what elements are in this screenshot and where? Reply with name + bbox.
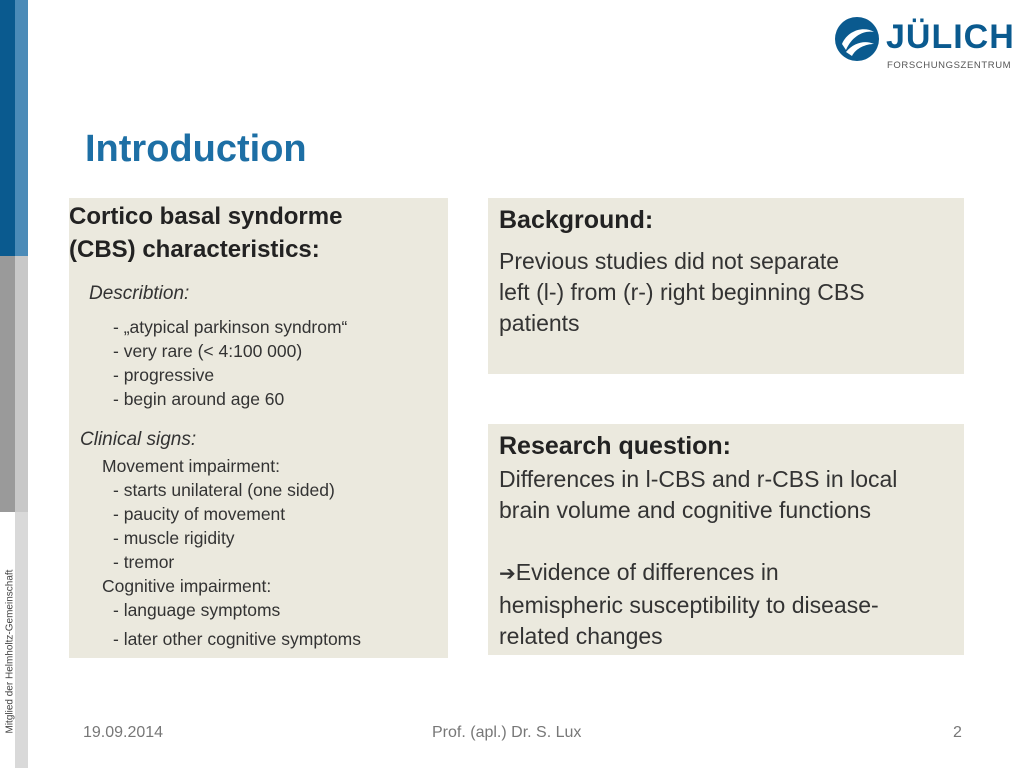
movement-item: - tremor	[113, 552, 175, 572]
movement-item: - starts unilateral (one sided)	[113, 480, 335, 500]
background-line: left (l-) from (r-) right beginning CBS	[499, 279, 865, 305]
helmholtz-label: Mitglied der Helmholtz-Gemeinschaft	[4, 569, 16, 734]
sidebar-segment-pale	[15, 512, 28, 768]
movement-item: - muscle rigidity	[113, 528, 235, 548]
evidence-text	[499, 557, 879, 652]
research-heading: Research question:	[499, 432, 732, 460]
movement-item: - paucity of movement	[113, 504, 286, 524]
description-label: Describtion:	[89, 283, 190, 304]
background-line: Previous studies did not separate	[499, 248, 840, 274]
cbs-heading-line2: (CBS) characteristics:	[69, 236, 320, 263]
description-item: - begin around age 60	[113, 389, 285, 409]
description-item: - „atypical parkinson syndrom“	[113, 317, 348, 337]
sidebar-segment-gray	[0, 256, 15, 512]
research-line: Differences in l-CBS and r-CBS in local	[499, 466, 898, 492]
cbs-heading-line1: Cortico basal syndorme	[69, 203, 343, 230]
cognitive-item: - later other cognitive symptoms	[113, 629, 362, 649]
page-title: Introduction	[85, 128, 307, 170]
logo-subtitle: FORSCHUNGSZENTRUM	[887, 60, 1012, 71]
juelich-logo	[834, 16, 1015, 76]
evidence-line: related changes	[499, 623, 663, 649]
sidebar-segment-blue	[0, 0, 15, 256]
description-item: - progressive	[113, 365, 215, 385]
research-line: brain volume and cognitive functions	[499, 497, 872, 523]
sidebar-segment-lightblue	[15, 0, 28, 256]
evidence-line-first	[499, 557, 879, 590]
cbs-heading	[69, 200, 342, 266]
description-item: - very rare (< 4:100 000)	[113, 341, 303, 361]
right-arrow-icon: ➔	[499, 563, 516, 585]
background-heading: Background:	[499, 206, 654, 234]
research-text	[499, 464, 897, 526]
juelich-logo-icon	[834, 16, 880, 62]
evidence-line: hemispheric susceptibility to disease-	[499, 592, 879, 618]
clinical-signs-label: Clinical signs:	[80, 429, 197, 450]
page-number: 2	[953, 724, 962, 741]
cognitive-label: Cognitive impairment:	[102, 576, 272, 596]
footer-date: 19.09.2014	[83, 724, 164, 741]
footer-author: Prof. (apl.) Dr. S. Lux	[432, 724, 582, 741]
background-text	[499, 246, 865, 339]
sidebar-segment-lightgray	[15, 256, 28, 512]
logo-name: JÜLICH	[886, 18, 1015, 56]
movement-label: Movement impairment:	[102, 456, 280, 476]
cognitive-item: - language symptoms	[113, 600, 281, 620]
background-line: patients	[499, 310, 580, 336]
evidence-line: Evidence of differences in	[515, 559, 779, 585]
